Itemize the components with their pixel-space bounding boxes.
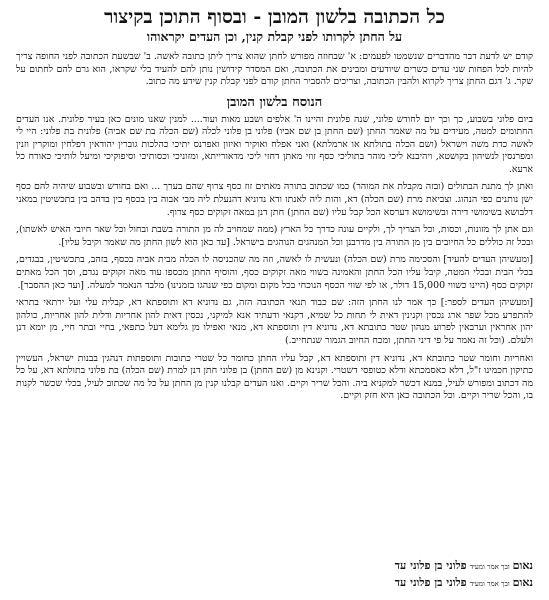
body-paragraph-3: וגם אתן לך מזונות, וכסות, וכל הצריך לך, ולקיים עונה כדרך כל הארץ (ממה שמחויב לה מן התורה בשבת ובחול וכל שאר חיובי האיש לאשתו), ובכל זה כוללים כל החיובים בין מן התורה בין מדרבנן וכל המנהגים הנוהגים בישראל. [עד כאן הוא לשון החתן מה שאמר וקיבל עליו]. <box>16 224 533 248</box>
body-paragraph-6: ואחריות וחומר שטר כתובתא דא, נדוניא דין ותוספתא דא, קבל עליו החתן כחומר כל שטרי כתובות ותוספתות דנהגין בבנות ישראל, העשויין כתיקון חכמינו ז"ל, דלא כאסמכתא ודלא כטופסי דשטרי. וקנינא מן (שם החתן) בן פלוני חתן דנן למרת (שם הכלה) בת פלוני בתולתא דא, על כל מה דכתוב ומפורש לעיל, במנא דכשר למקניא ביה. והכל שריר וקיים. ואנו העדים קבלנו קנין מן החתן על כל מה שכתוב לעיל, בכלי שכשר לקנות בו, והכל שריר וקיים. וכל הכתובה כאן היא חזק וקיים. <box>16 352 533 402</box>
witness-note: ובך אמר ומעיד <box>469 580 510 588</box>
witness-note: ובך אמר ומעיד <box>469 563 510 571</box>
document-subtitle: על החתן לקרותו לפני קבלת קנין, וכן העדים יקראוהו <box>146 29 403 44</box>
section-title: הנוסח בלשון המובן <box>226 94 323 110</box>
body-paragraph-1: ביום פלוני בשבוע, כך וכך יום לחודש פלוני, שנה פלונית והיינו ה' אלפים ושבע מאות ועוד.... למנין שאנו מונים כאן בעיר פלונית. אנו העדים החתומים למטה, מעידים על מה שאמר החתן (שם החתן בן שם אביו) פלוני בן פלוני לכלה (שם הכלה בת שם אביה) פלונית בת פלוני: היי לי לאשה כדת משה וישראל (ושם הכלה בתולתא או ארמלתא) ואני אפלח ואוקיר ואיזון ואפרנס יתיכי כהלכות גוברין יהודאין דפלחין ומוקרין וזנין ומפרנסין לנשיהון בקושטא, ויהיבנא ליכי מוהר בתוליכי כסף זוזי מאתן דחזי ליכי מדאורייתא, ומזוניכי וכסותיכי וסיפוקיכי ומיעל לותיכי כאורח כל ארעא. <box>16 113 533 175</box>
witness-signatures <box>395 558 533 592</box>
intro-paragraph: קודם יש לדעת דבר מהדברים שנשמטו לפעמים: א' שבחוזה מפורש לחתן שהוא צריך ליתן כתובה לאשה. ב' שבשעת הכתובה לפני החופה צריך להיות לכל הפחות שני עדים כשרים שיודעים ומבינים את הכתובה, ואם המסדר קידושין נותן להם להעיד בלי שקראו, הוא גרם להם לחתום על שקר. ג' דגם החתן צריך לקרוא ולהבין הכתובה, וצריכים להסביר החתן קודם לפני קבלת קנין שידע מה כתוב. <box>16 51 533 87</box>
witness-line-2 <box>395 575 533 592</box>
document-title: כל הכתובה בלשון המובן - ובסוף התוכן בקיצור <box>104 6 445 28</box>
witness-line-1 <box>395 558 533 575</box>
witness-label: נאום <box>512 576 533 589</box>
witness-name: פלוני בן פלוני עד <box>394 576 467 589</box>
witness-name: פלוני בן פלוני עד <box>394 559 467 572</box>
body-paragraph-4: [ומעשיהן העדים להעיד] והסכימה מרת (שם הכלה) ונעשית לו לאשה, וזה מה שהכניסה לו הכלה מבית אביה בכסף, בזהב, בתכשיטין, בבגדים, בכלי הבית ובכלי המטה, קיבל עליו הכל החתן והאמינה בשווי מאה זקוקים כסף, והוסיף החתן מכספו עוד מאה זקוקים נגדם, וסך הכל מאתים זקוקים כסף (היינו כשווי 15,000 דולר, או לפי שווי הכסף הנוכחי בכל מקום ומקום כפי שנהגו בזמנינו) מלבד הנאמר למעלה. [ועד כאן ההסבר]. <box>16 254 533 291</box>
witness-label: נאום <box>512 559 533 572</box>
body-paragraph-2: ואתן לך מתנת הבתולים (ובזה מקבלת את המוהר) כמו שכתוב בתורה מאתים זוז כסף צרוף שהם בערך ... ואם בחודש ובשבוע שיהיה להם כסף ישן נותנים כפי הנהוג. וצביאת מרת (שם הכלה) דא, והות ליה לאנתו ודא נדוניא דהנעלת ליה מבי אבוה בין בכסף בין בדהב בין בתכשיטין במאני דלבושא בשימושי דירה ובשימושא דערסא הכל קבל עליו (שם החתן) חתן דנן במאה זקוקים כסף צרוף. <box>16 181 533 218</box>
body-paragraph-5: [ומעשיהן העדים לספר:] כך אמר לנו החתן הזה: שם כבוד תנאי הכתובה הזה, גם נדוניא דא ותוספתא דא, קבלית עלי ועל ירתאי בתראי להתפרע מכל שפר ארג נכסין וקנינין דאית לי תחות כל שמיא, דקנאי ודעתיד אנא למיקני, נכסין דאית להון אחריות ודלית להון אחריות, כולהון יהון אחראין וערבאין לפרוע מנהון שטר כתובתא דא, נדוניא דין ותוספתא דא, מנאי ואפילו מן גלימא דעל כתפאי, בחיי ובתר חיי, מן יומא דנן ולעלם. (וכל זה נאמר על פי דיני החתן, ומכח החיוב הגמור שנתחייב.) <box>16 297 533 346</box>
